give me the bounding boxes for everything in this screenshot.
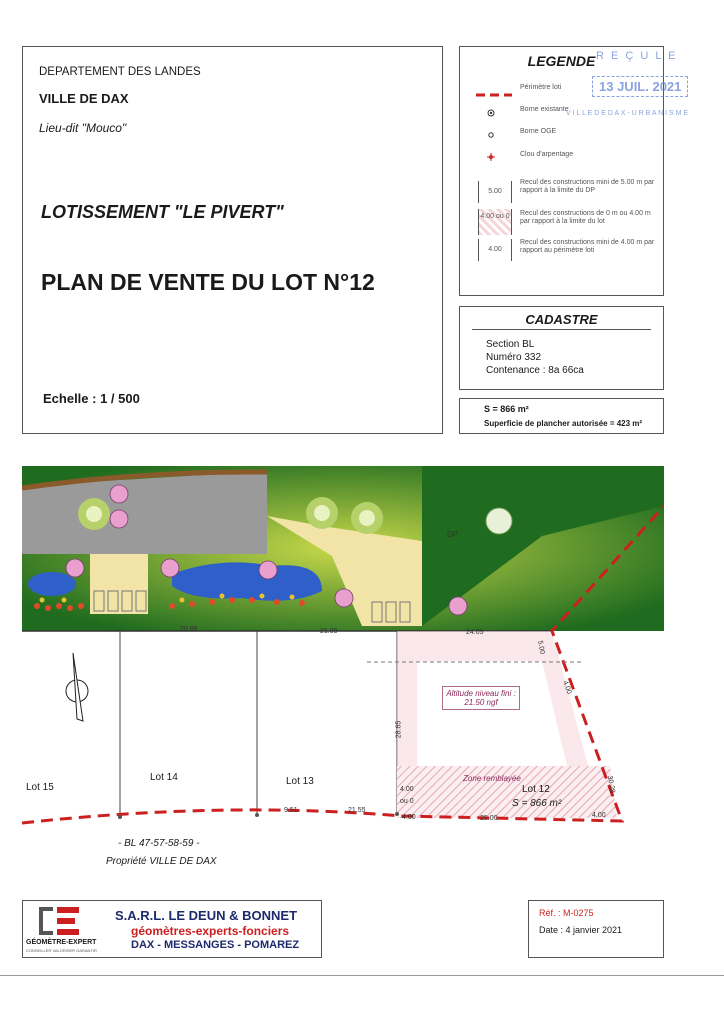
cadastre-title: CADASTRE [525, 312, 598, 327]
dp-label: DP [447, 530, 459, 539]
pond-right [172, 562, 322, 600]
reference-date: Date : 4 janvier 2021 [539, 925, 623, 935]
dim-4-00-left: 4.00 [402, 814, 416, 821]
plan-title: PLAN DE VENTE DU LOT N°12 [41, 269, 375, 295]
company-block [22, 900, 322, 958]
lot12-buildable [417, 661, 567, 766]
company-offices: DAX - MESSANGES - POMAREZ [131, 939, 300, 951]
cadastre-numero: Numéro 332 [486, 352, 542, 363]
surface-block [459, 398, 664, 434]
tree [486, 508, 512, 534]
page-footer-line [0, 975, 724, 976]
lot-13-label: Lot 13 [286, 776, 314, 787]
lot-12-surface: S = 866 m² [512, 798, 562, 809]
scale-label: Echelle : 1 / 500 [43, 391, 140, 406]
lot-15-label: Lot 15 [26, 782, 54, 793]
dim-28-65: 28.65 [395, 720, 403, 739]
legend-item-borne: Borne existante [520, 106, 569, 113]
red-dashed-line-icon [476, 85, 512, 103]
legend-title: LEGENDE [527, 53, 596, 69]
legend-item-recul-perimetre: Recul des constructions mini de 4.00 m par rapport au périmètre loti [520, 239, 655, 254]
legend-item-perimeter: Périmètre loti [520, 84, 562, 91]
neighbour-owner: Propriété VILLE DE DAX [106, 856, 217, 867]
dim-4-00-zone: 4.00 [400, 786, 414, 793]
logo-subcaption: CONSEILLER VALORISER GARANTIR [26, 948, 97, 953]
dim-24-05: 24.05 [466, 629, 484, 636]
dim-4-00-bottom: 4.00 [592, 812, 606, 819]
parking-sand-left [90, 554, 148, 614]
stamp-line3: V I L L E D E D A X - U R B A N I S M E [566, 110, 689, 117]
dim-ou-0: ou 0 [400, 798, 414, 805]
legend-item-recul-dp: Recul des constructions mini de 5.00 m par rapport à la limite du DP [520, 179, 655, 194]
surface-value: S = 866 m² [484, 404, 529, 414]
cadastre-block [459, 306, 664, 390]
legend-item-borne-oge: Borne OGE [520, 128, 557, 135]
department-label: DEPARTEMENT DES LANDES [39, 66, 201, 78]
company-logo [39, 907, 89, 937]
title-block [22, 46, 443, 434]
stamp-line1: R E Ç U L E [596, 50, 678, 62]
legend-item-recul-lot: Recul des constructions de 0 m ou 4.00 m par rapport à la limite du lot [520, 210, 651, 225]
dim-21-09: 21.09 [320, 628, 338, 635]
reference-number: Réf. : M-0275 [539, 908, 594, 918]
site-plan-drawing [22, 466, 664, 826]
logo-caption: GÉOMÈTRE-EXPERT [26, 939, 97, 946]
cadastre-contenance: Contenance : 8a 66ca [486, 365, 584, 376]
plancher-value: Superficie de plancher autorisée = 423 m² [484, 419, 643, 428]
dim-4-00-right: 4.00 [561, 679, 573, 696]
dim-9-51: 9.51 [284, 807, 298, 814]
dim-21-55: 21.55 [348, 807, 366, 814]
lot-12-label: Lot 12 [522, 784, 550, 795]
company-profession: géomètres-experts-fonciers [131, 924, 290, 938]
pond-left [28, 572, 76, 596]
small-circle-icon [486, 127, 496, 145]
neighbour-ref: - BL 47-57-58-59 - [118, 838, 200, 849]
stamp-date: 13 JUIL. 2021 [592, 76, 688, 97]
dim-5-00: 5.00 [536, 640, 546, 655]
received-stamp [566, 48, 714, 128]
site-plan [22, 466, 664, 826]
dim-30-28: 30.28 [605, 775, 616, 794]
subdivision-title: LOTISSEMENT "LE PIVERT" [41, 202, 284, 222]
measure-4m-or-0: 4.00 ou 0 [478, 209, 512, 235]
red-cross-icon [485, 150, 497, 168]
altitude-label: Altitude niveau fini : 21.50 ngf [442, 686, 520, 710]
cadastre-section: Section BL [486, 339, 535, 350]
locality-label: Lieu-dit "Mouco" [39, 121, 127, 135]
dim-25-00: 25.00 [480, 815, 498, 822]
legend-item-clou: Clou d'arpentage [520, 151, 574, 158]
north-arrow-icon [66, 653, 88, 721]
reference-block [528, 900, 664, 958]
zone-remblayee-label: Zone remblayée [463, 774, 521, 783]
circle-dot-icon [486, 105, 496, 123]
city-label: VILLE DE DAX [39, 91, 129, 106]
company-name: S.A.R.L. LE DEUN & BONNET [115, 908, 298, 923]
lot-14-label: Lot 14 [150, 772, 178, 783]
measure-4m: 4.00 [478, 239, 512, 261]
dim-20-86: 20.86 [180, 626, 198, 633]
measure-5m: 5.00 [478, 181, 512, 203]
